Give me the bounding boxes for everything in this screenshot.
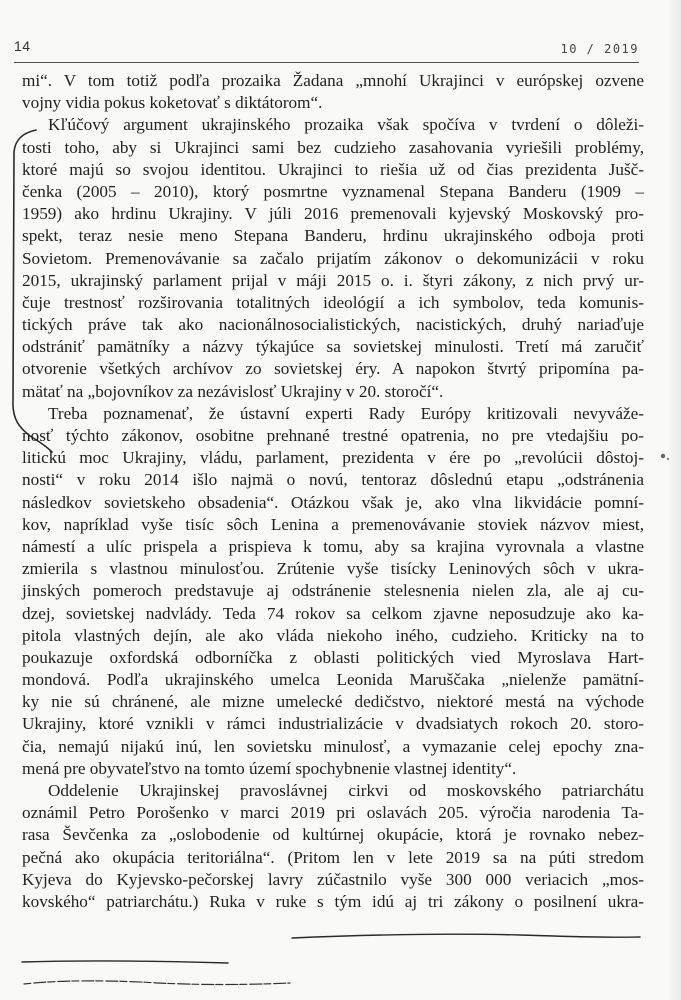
header-rule — [14, 62, 639, 63]
text-line: tosti toho, aby si Ukrajinci sami bez cudzieho zasahovania vyriešili problémy, — [22, 137, 644, 157]
text-line: 1959) ako hrdinu Ukrajiny. V júli 2016 premenovali kyjevský Moskovský pro- — [22, 204, 644, 224]
text-line: námestí a ulíc prispela a prispieva k tomu, aby sa krajina vyrovnala a vlastne — [22, 536, 644, 556]
text-line: poukazuje oxfordská odborníčka z oblasti politických vied Myroslava Hart- — [22, 647, 644, 667]
text-line: Oddelenie Ukrajinskej pravoslávnej cirkvi od moskovského patriarchátu — [48, 781, 644, 800]
text-line: zmierila s vlastnou minulosťou. Zrútenie vyše tisícky Leninových sôch v ukra- — [22, 559, 644, 579]
text-line: čenka (2005 – 2010), ktorý posmrtne vyznamenal Stepana Banderu (1909 – — [22, 181, 644, 201]
pen-stroke-mark — [24, 981, 290, 985]
text-line: Kľúčový argument ukrajinského prozaika však spočíva v tvrdení o dôleži- — [48, 115, 644, 135]
text-line: čuje trestnosť rozširovania totalitných ideológií a ich symbolov, teda komunis- — [22, 292, 644, 312]
text-line: spekt, teraz nesie meno Stepana Banderu, hrdinu ukrajinského odboja proti — [22, 226, 644, 246]
text-line: dzej, sovietskej nadvlády. Teda 74 rokov sa celkom zjavne neposudzuje ako ka- — [22, 603, 644, 623]
ink-smudge — [667, 458, 669, 460]
text-line: otvorenie všetkých archívov zo sovietskej éry. A napokon štvrtý pripomína pa- — [22, 359, 644, 379]
text-line: Kyjeva do Kyjevsko-pečorskej lavry zúčastnilo vyše 300 000 veriacich „mos- — [22, 869, 644, 889]
text-line: nosti“ v roku 2014 išlo najmä o novú, tentoraz dôslednú etapu „odstránenia — [22, 470, 644, 490]
text-line: jinských pomeroch predstavuje aj odstránenie stelesnenia nielen zla, ale aj cu- — [22, 581, 644, 601]
text-line: kovského“ patriarchátu.) Ruka v ruke s tým idú aj tri zákony o posilnení ukra- — [22, 891, 644, 911]
text-line: litickú moc Ukrajiny, vládu, parlament, prezidenta v ére po „revolúcii dôstoj- — [22, 448, 644, 468]
text-line: následkov sovietskeho obsadenia“. Otázkou však je, ako vlna likvidácie pomní- — [22, 492, 644, 512]
text-line: mondová. Podľa ukrajinského umelca Leonida Maruščaka „nielenže pamätní- — [22, 670, 644, 690]
text-line: nosť týchto zákonov, osobitne prehnané trestné opatrenia, no pre vtedajšiu po- — [22, 426, 644, 445]
text-line: ky nie sú chránené, ale mizne umelecké dedičstvo, niektoré mestá na východe — [22, 692, 644, 712]
ink-smudge — [661, 454, 665, 458]
text-line: kov, napríklad vyše tisíc sôch Lenina a premenovávanie stoviek názvov miest, — [22, 514, 644, 534]
text-line: 2015, ukrajinský parlament prijal v máji 2015 o. i. štyri zákony, z nich prvý ur- — [22, 270, 644, 290]
text-line: odstrániť pamätníky a názvy týkajúce sa sovietskej minulosti. Tretí má zaručiť — [22, 337, 644, 357]
text-line: mätať na „bojovníkov za nezávislosť Ukrajiny v 20. storočí“. — [22, 381, 444, 401]
text-line: ktoré majú so svojou identitou. Ukrajinci to riešia už od čias prezidenta Jušč- — [22, 159, 644, 179]
page-number: 14 — [14, 38, 31, 54]
text-line: mená pre obyvateľstvo na tomto území spochybnenie vlastnej identity“. — [22, 758, 517, 778]
text-line: pitola vlastných dejín, ale ako vláda niekoho iného, cudzieho. Kriticky na to — [22, 625, 644, 645]
text-line: čia, nemajú nijakú inú, len sovietsku minulosť, a vymazanie celej epochy zna- — [22, 736, 644, 756]
text-line: Treba poznamenať, že ústavní experti Rady Európy kritizovali nevyváže- — [48, 403, 644, 423]
text-line: oznámil Petro Porošenko v marci 2019 pri oslavách 205. výročia narodenia Ta- — [22, 803, 644, 823]
issue-label: 10 / 2019 — [560, 42, 639, 56]
text-line: Sovietom. Premenovávanie sa začalo prijatím zákonov o dekomunizácii v roku — [22, 248, 644, 268]
text-line: vojny vidia pokus koketovať s diktátorom“. — [22, 93, 323, 113]
text-line: Ukrajiny, ktoré vznikli v rámci industrializácie v dvadsiatych rokoch 20. storo- — [22, 714, 644, 734]
text-line: tických práve tak ako nacionálnosocialistických, nacistických, druhý nariaďuje — [22, 315, 644, 335]
text-line: mi“. V tom totiž podľa prozaika Žadana „mnohí Ukrajinci v európskej ozvene — [22, 71, 644, 90]
text-line: rasa Ševčenka za „oslobodenie od kultúrnej okupácie, ktorá je rovnako nebez- — [22, 825, 644, 845]
body-text — [22, 70, 644, 913]
underline-mark — [22, 961, 228, 963]
underline-mark — [292, 934, 640, 938]
text-line: pečná ako okupácia teritoriálna“. (Pritom len v lete 2019 sa na púti stredom — [22, 847, 644, 867]
